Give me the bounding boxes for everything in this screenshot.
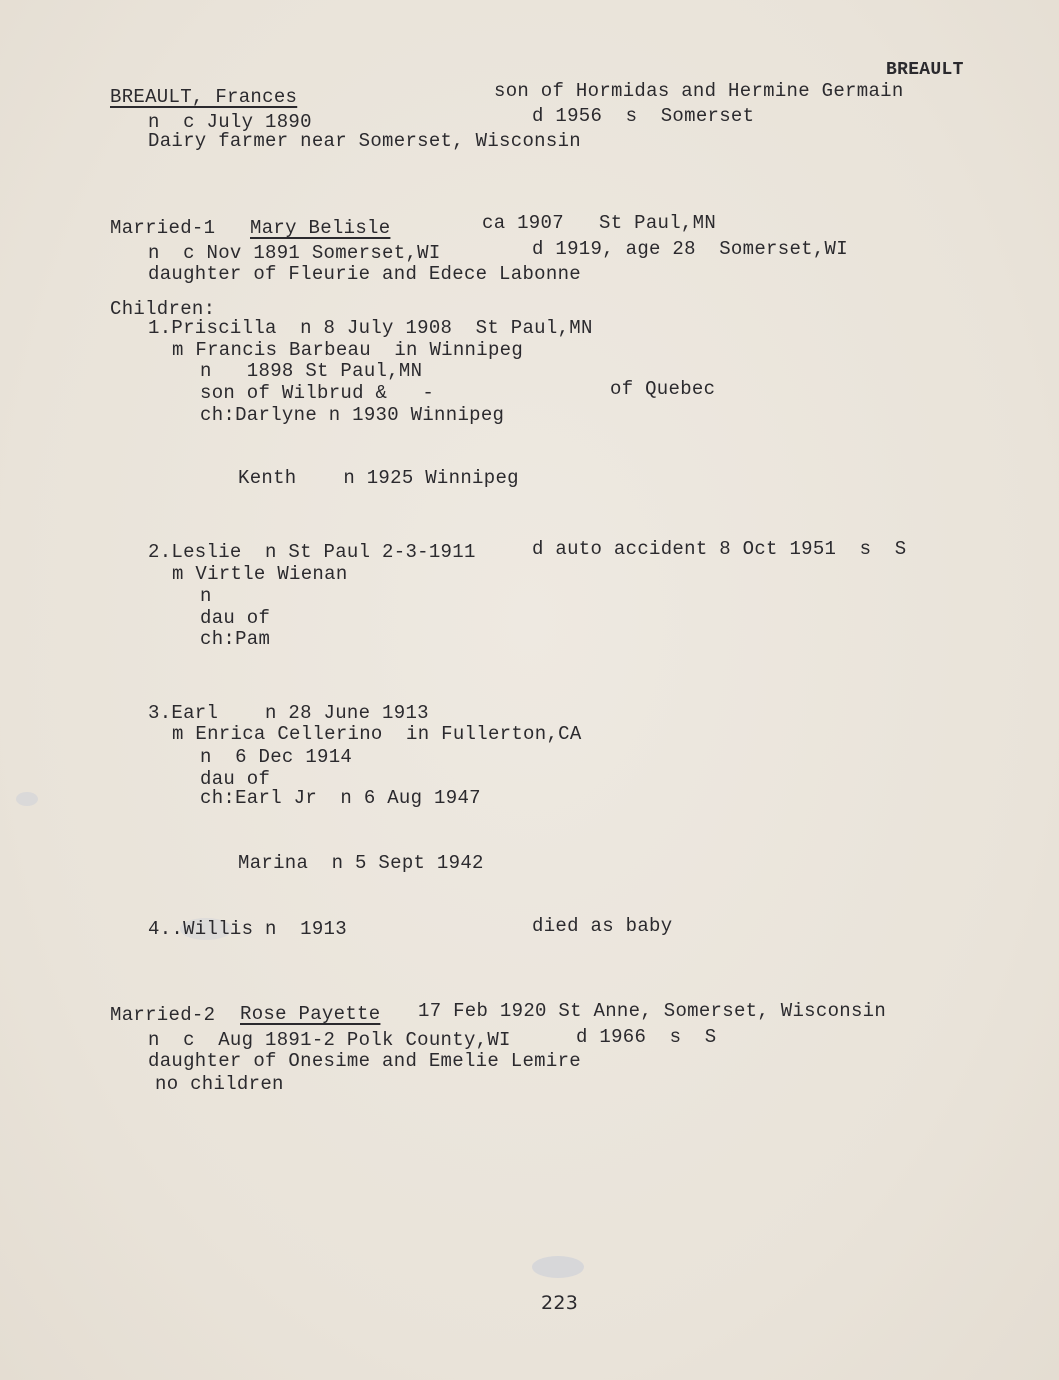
subject-died: d 1956 s Somerset (532, 105, 755, 127)
marriage1-parents: daughter of Fleurie and Edece Labonne (148, 263, 581, 285)
child4-line: 4..Willis n 1913 (148, 918, 347, 940)
child1-spouse-origin: of Quebec (610, 378, 716, 400)
child3-grandchild: Marina n 5 Sept 1942 (238, 852, 484, 874)
child1-spouse-parents: son of Wilbrud & - (200, 382, 435, 404)
subject-parents: son of Hormidas and Hermine Germain (494, 80, 904, 102)
child2-grandchild: ch:Pam (200, 628, 271, 650)
subject-name: BREAULT, Frances (110, 86, 298, 108)
child3-spouse-born: n 6 Dec 1914 (200, 746, 353, 768)
child2-line: 2.Leslie n St Paul 2-3-1911 (148, 541, 476, 563)
ink-smudge (16, 792, 38, 806)
children-label: Children: (110, 298, 216, 320)
marriage1-spouse: Mary Belisle (250, 217, 391, 239)
child2-spouse-parents: dau of (200, 607, 271, 629)
child1-grandchild: ch:Darlyne n 1930 Winnipeg (200, 404, 505, 426)
ink-smudge (532, 1256, 584, 1278)
subject-born: n c July 1890 (148, 111, 312, 133)
marriage2-label: Married-2 (110, 1004, 216, 1026)
marriage2-parents: daughter of Onesime and Emelie Lemire (148, 1050, 581, 1072)
child1-grandchild: Kenth n 1925 Winnipeg (238, 467, 519, 489)
marriage2-died: d 1966 s S (576, 1026, 717, 1048)
child2-spouse: m Virtle Wienan (172, 563, 348, 585)
child2-spouse-born: n (200, 585, 212, 607)
child3-spouse-parents: dau of (200, 768, 271, 790)
header-tag: BREAULT (886, 60, 964, 80)
marriage2-note: no children (155, 1073, 284, 1095)
marriage1-label: Married-1 (110, 217, 216, 239)
marriage1-date-place: ca 1907 St Paul,MN (482, 212, 717, 234)
child2-death: d auto accident 8 Oct 1951 s S (532, 538, 907, 560)
subject-occupation: Dairy farmer near Somerset, Wisconsin (148, 130, 581, 152)
child3-spouse: m Enrica Cellerino in Fullerton,CA (172, 723, 582, 745)
marriage2-born: n c Aug 1891-2 Polk County,WI (148, 1029, 511, 1051)
page-number: 223 (541, 1292, 579, 1314)
child3-line: 3.Earl n 28 June 1913 (148, 702, 429, 724)
child1-spouse-born: n 1898 St Paul,MN (200, 360, 423, 382)
marriage1-died: d 1919, age 28 Somerset,WI (532, 238, 848, 260)
child3-grandchild: ch:Earl Jr n 6 Aug 1947 (200, 787, 481, 809)
marriage2-spouse: Rose Payette (240, 1003, 381, 1025)
child1-spouse: m Francis Barbeau in Winnipeg (172, 339, 524, 361)
marriage1-born: n c Nov 1891 Somerset,WI (148, 242, 441, 264)
child4-death: died as baby (532, 915, 673, 937)
child1-line: 1.Priscilla n 8 July 1908 St Paul,MN (148, 317, 593, 339)
marriage2-date-place: 17 Feb 1920 St Anne, Somerset, Wisconsin (418, 1000, 887, 1022)
